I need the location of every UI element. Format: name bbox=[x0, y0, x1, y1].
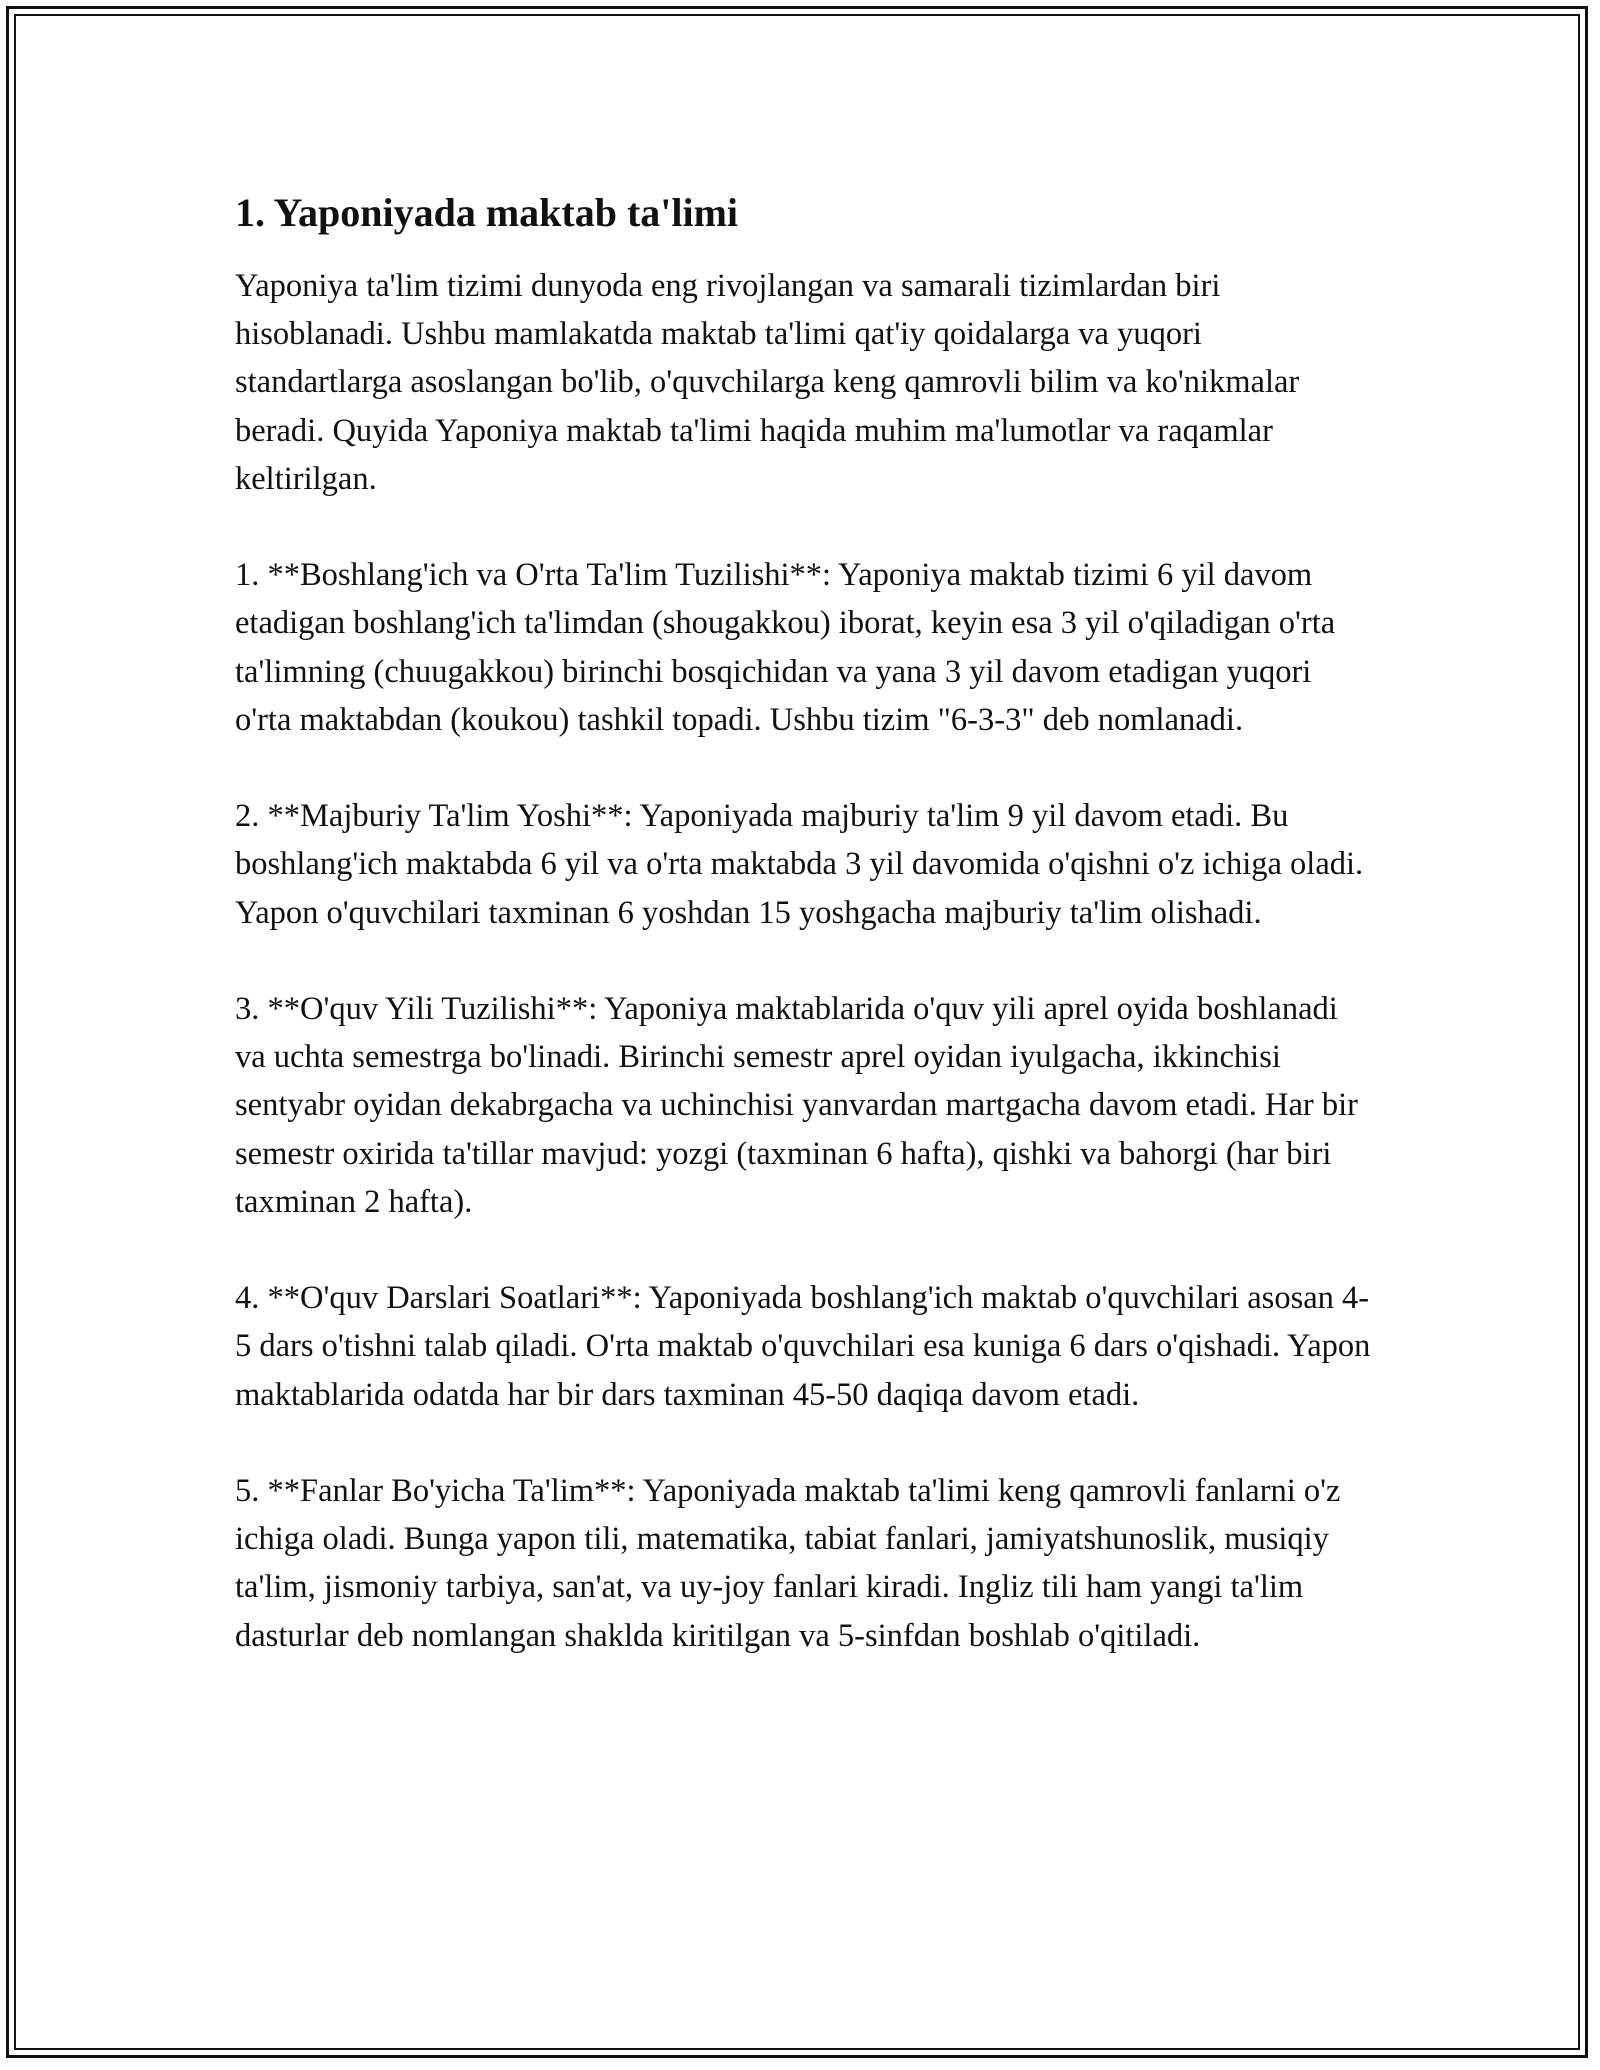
paragraph-academic-year: 3. **O'quv Yili Tuzilishi**: Yaponiya maktablarida o'quv yili aprel oyida boshlanadi va uchta semestrga bo'linadi. Birinchi semestr aprel oyidan iyulgacha, ikkinchisi sentyabr oyidan dekabrgacha va uchinchisi yanvardan martgacha davom etadi. Har bir semestr oxirida ta'tillar mavjud: yozgi (taxminan 6 hafta), qishki va bahorgi (har biri taxminan 2 hafta). bbox=[235, 991, 1358, 1220]
paragraph-subjects: 5. **Fanlar Bo'yicha Ta'lim**: Yaponiyada maktab ta'limi keng qamrovli fanlarni o'z ichiga oladi. Bunga yapon tili, matematika, tabiat fanlari, jamiyatshunoslik, musiqiy ta'lim, jismoniy tarbiya, san'at, va uy-joy fanlari kiradi. Ingliz tili ham yangi ta'lim dasturlar deb nomlangan shaklda kiritilgan va 5-sinfdan boshlab o'qitiladi. bbox=[235, 1473, 1341, 1654]
intro-paragraph: Yaponiya ta'lim tizimi dunyoda eng rivojlangan va samarali tizimlardan biri hisoblanadi. Ushbu mamlakatda maktab ta'limi qat'iy qoidalarga va yuqori standartlarga asoslangan bo'lib, o'quvchilarga keng qamrovli bilim va ko'nikmalar beradi. Quyida Yaponiya maktab ta'limi haqida muhim ma'lumotlar va raqamlar keltirilgan. bbox=[235, 268, 1300, 497]
document-body bbox=[235, 186, 1375, 1708]
paragraph-compulsory-age: 2. **Majburiy Ta'lim Yoshi**: Yaponiyada majburiy ta'lim 9 yil davom etadi. Bu boshlang'ich maktabda 6 yil va o'rta maktabda 3 yil davomida o'qishni o'z ichiga oladi. Yapon o'quvchilari taxminan 6 yoshdan 15 yoshgacha majburiy ta'lim olishadi. bbox=[235, 798, 1364, 931]
paragraph-structure: 1. **Boshlang'ich va O'rta Ta'lim Tuzilishi**: Yaponiya maktab tizimi 6 yil davom etadigan boshlang'ich ta'limdan (shougakkou) iborat, keyin esa 3 yil o'qiladigan o'rta ta'limning (chuugakkou) birinchi bosqichidan va yana 3 yil davom etadigan yuqori o'rta maktabdan (koukou) tashkil topadi. Ushbu tizim "6-3-3" deb nomlanadi. bbox=[235, 557, 1336, 738]
section-heading: 1. Yaponiyada maktab ta'limi bbox=[235, 190, 739, 235]
paragraph-lesson-hours: 4. **O'quv Darslari Soatlari**: Yaponiyada boshlang'ich maktab o'quvchilari asosan 4-5 dars o'tishni talab qiladi. O'rta maktab o'quvchilari esa kuniga 6 dars o'qishadi. Yapon maktablarida odatda har bir dars taxminan 45-50 daqiqa davom etadi. bbox=[235, 1280, 1371, 1413]
